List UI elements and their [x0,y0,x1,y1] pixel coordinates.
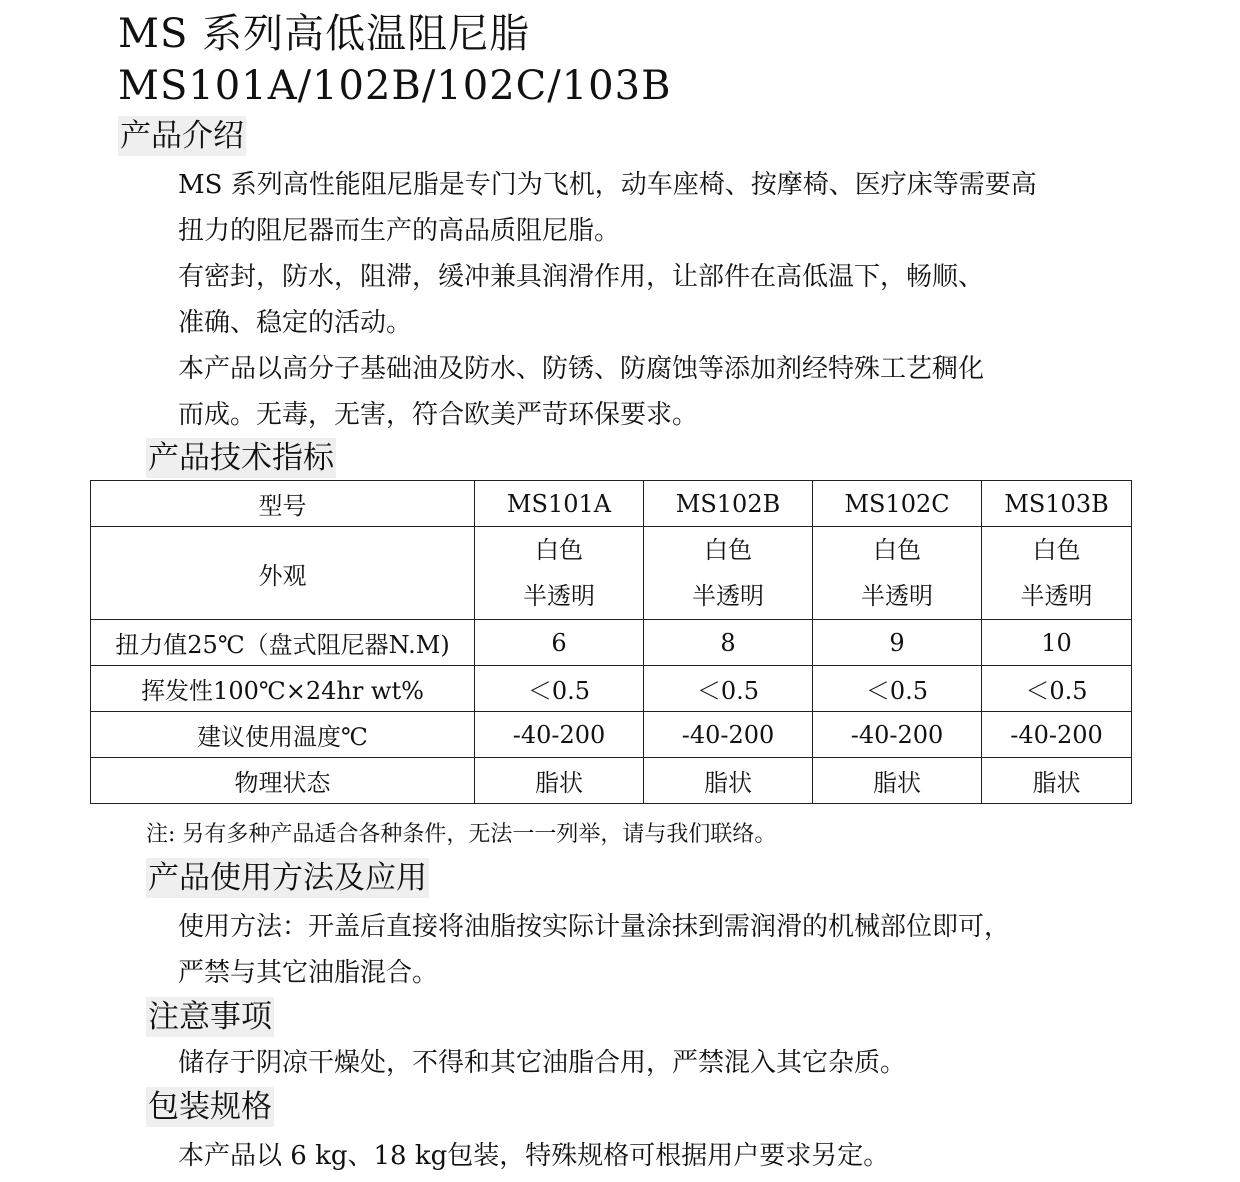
table-cell-temperature: -40-200 [475,712,644,758]
section-heading-intro: 产品介绍 [120,118,244,154]
table-footnote: 注: 另有多种产品适合各种条件，无法一一列举，请与我们联络。 [146,822,777,847]
table-cell-appearance [813,527,982,620]
table-cell-state: 脂状 [644,758,813,804]
table-cell-state: 脂状 [475,758,644,804]
appearance-color: 白色 [704,536,752,564]
usage-paragraph-line: 使用方法：开盖后直接将油脂按实际计量涂抹到需润滑的机械部位即可， [178,912,1011,942]
row-label-appearance: 外观 [91,527,475,620]
table-cell-torque: 10 [982,620,1132,666]
table-row-torque [91,620,1132,666]
intro-paragraph-line: 有密封，防水，阻滞，缓冲兼具润滑作用，让部件在高低温下，畅顺、 [178,262,985,292]
table-cell-state: 脂状 [982,758,1132,804]
table-header-model: MS102C [813,481,982,527]
table-cell-torque: 9 [813,620,982,666]
row-label-state: 物理状态 [91,758,475,804]
appearance-clarity: 半透明 [861,582,933,610]
appearance-color: 白色 [873,536,921,564]
document-subtitle-models: MS101A/102B/102C/103B [118,63,672,109]
spec-table [90,480,1132,804]
row-label-volatility: 挥发性100℃×24hr wt% [91,666,475,712]
intro-paragraph-line: MS 系列高性能阻尼脂是专门为飞机，动车座椅、按摩椅、医疗床等需要高 [178,170,1037,200]
row-label-temperature: 建议使用温度℃ [91,712,475,758]
table-row-temperature [91,712,1132,758]
table-cell-volatility: ＜0.5 [813,666,982,712]
caution-text: 储存于阴凉干燥处，不得和其它油脂合用，严禁混入其它杂质。 [178,1048,907,1078]
table-row-volatility [91,666,1132,712]
packaging-text: 本产品以 6 kg、18 kg包装，特殊规格可根据用户要求另定。 [178,1141,890,1171]
table-header-model: MS101A [475,481,644,527]
appearance-color: 白色 [535,536,583,564]
section-heading-packaging: 包装规格 [148,1089,272,1125]
table-cell-state: 脂状 [813,758,982,804]
row-label-torque: 扭力值25℃（盘式阻尼器N.M) [91,620,475,666]
table-row-appearance [91,527,1132,620]
table-row-state [91,758,1132,804]
table-cell-temperature: -40-200 [813,712,982,758]
table-cell-temperature: -40-200 [982,712,1132,758]
section-heading-specs: 产品技术指标 [148,440,334,476]
intro-paragraph-line: 本产品以高分子基础油及防水、防锈、防腐蚀等添加剂经特殊工艺稠化 [178,354,985,384]
table-header-model: MS102B [644,481,813,527]
intro-paragraph-line: 准确、稳定的活动。 [178,308,413,338]
appearance-clarity: 半透明 [523,582,595,610]
table-cell-volatility: ＜0.5 [475,666,644,712]
table-row-models [91,481,1132,527]
appearance-color: 白色 [1032,536,1081,564]
intro-paragraph-line: 而成。无毒，无害，符合欧美严苛环保要求。 [178,400,699,430]
section-heading-usage: 产品使用方法及应用 [148,860,427,896]
table-cell-torque: 6 [475,620,644,666]
intro-paragraph-line: 扭力的阻尼器而生产的高品质阻尼脂。 [178,216,621,246]
appearance-clarity: 半透明 [692,582,764,610]
table-cell-appearance [475,527,644,620]
table-cell-torque: 8 [644,620,813,666]
section-heading-caution: 注意事项 [148,999,272,1035]
table-header-label: 型号 [91,481,475,527]
table-cell-volatility: ＜0.5 [982,666,1132,712]
table-cell-temperature: -40-200 [644,712,813,758]
document-title: MS 系列高低温阻尼脂 [118,11,531,57]
table-cell-appearance [982,527,1132,620]
table-cell-appearance [644,527,813,620]
appearance-clarity: 半透明 [1020,582,1093,610]
table-cell-volatility: ＜0.5 [644,666,813,712]
usage-paragraph-line: 严禁与其它油脂混合。 [178,958,439,988]
table-header-model: MS103B [982,481,1132,527]
